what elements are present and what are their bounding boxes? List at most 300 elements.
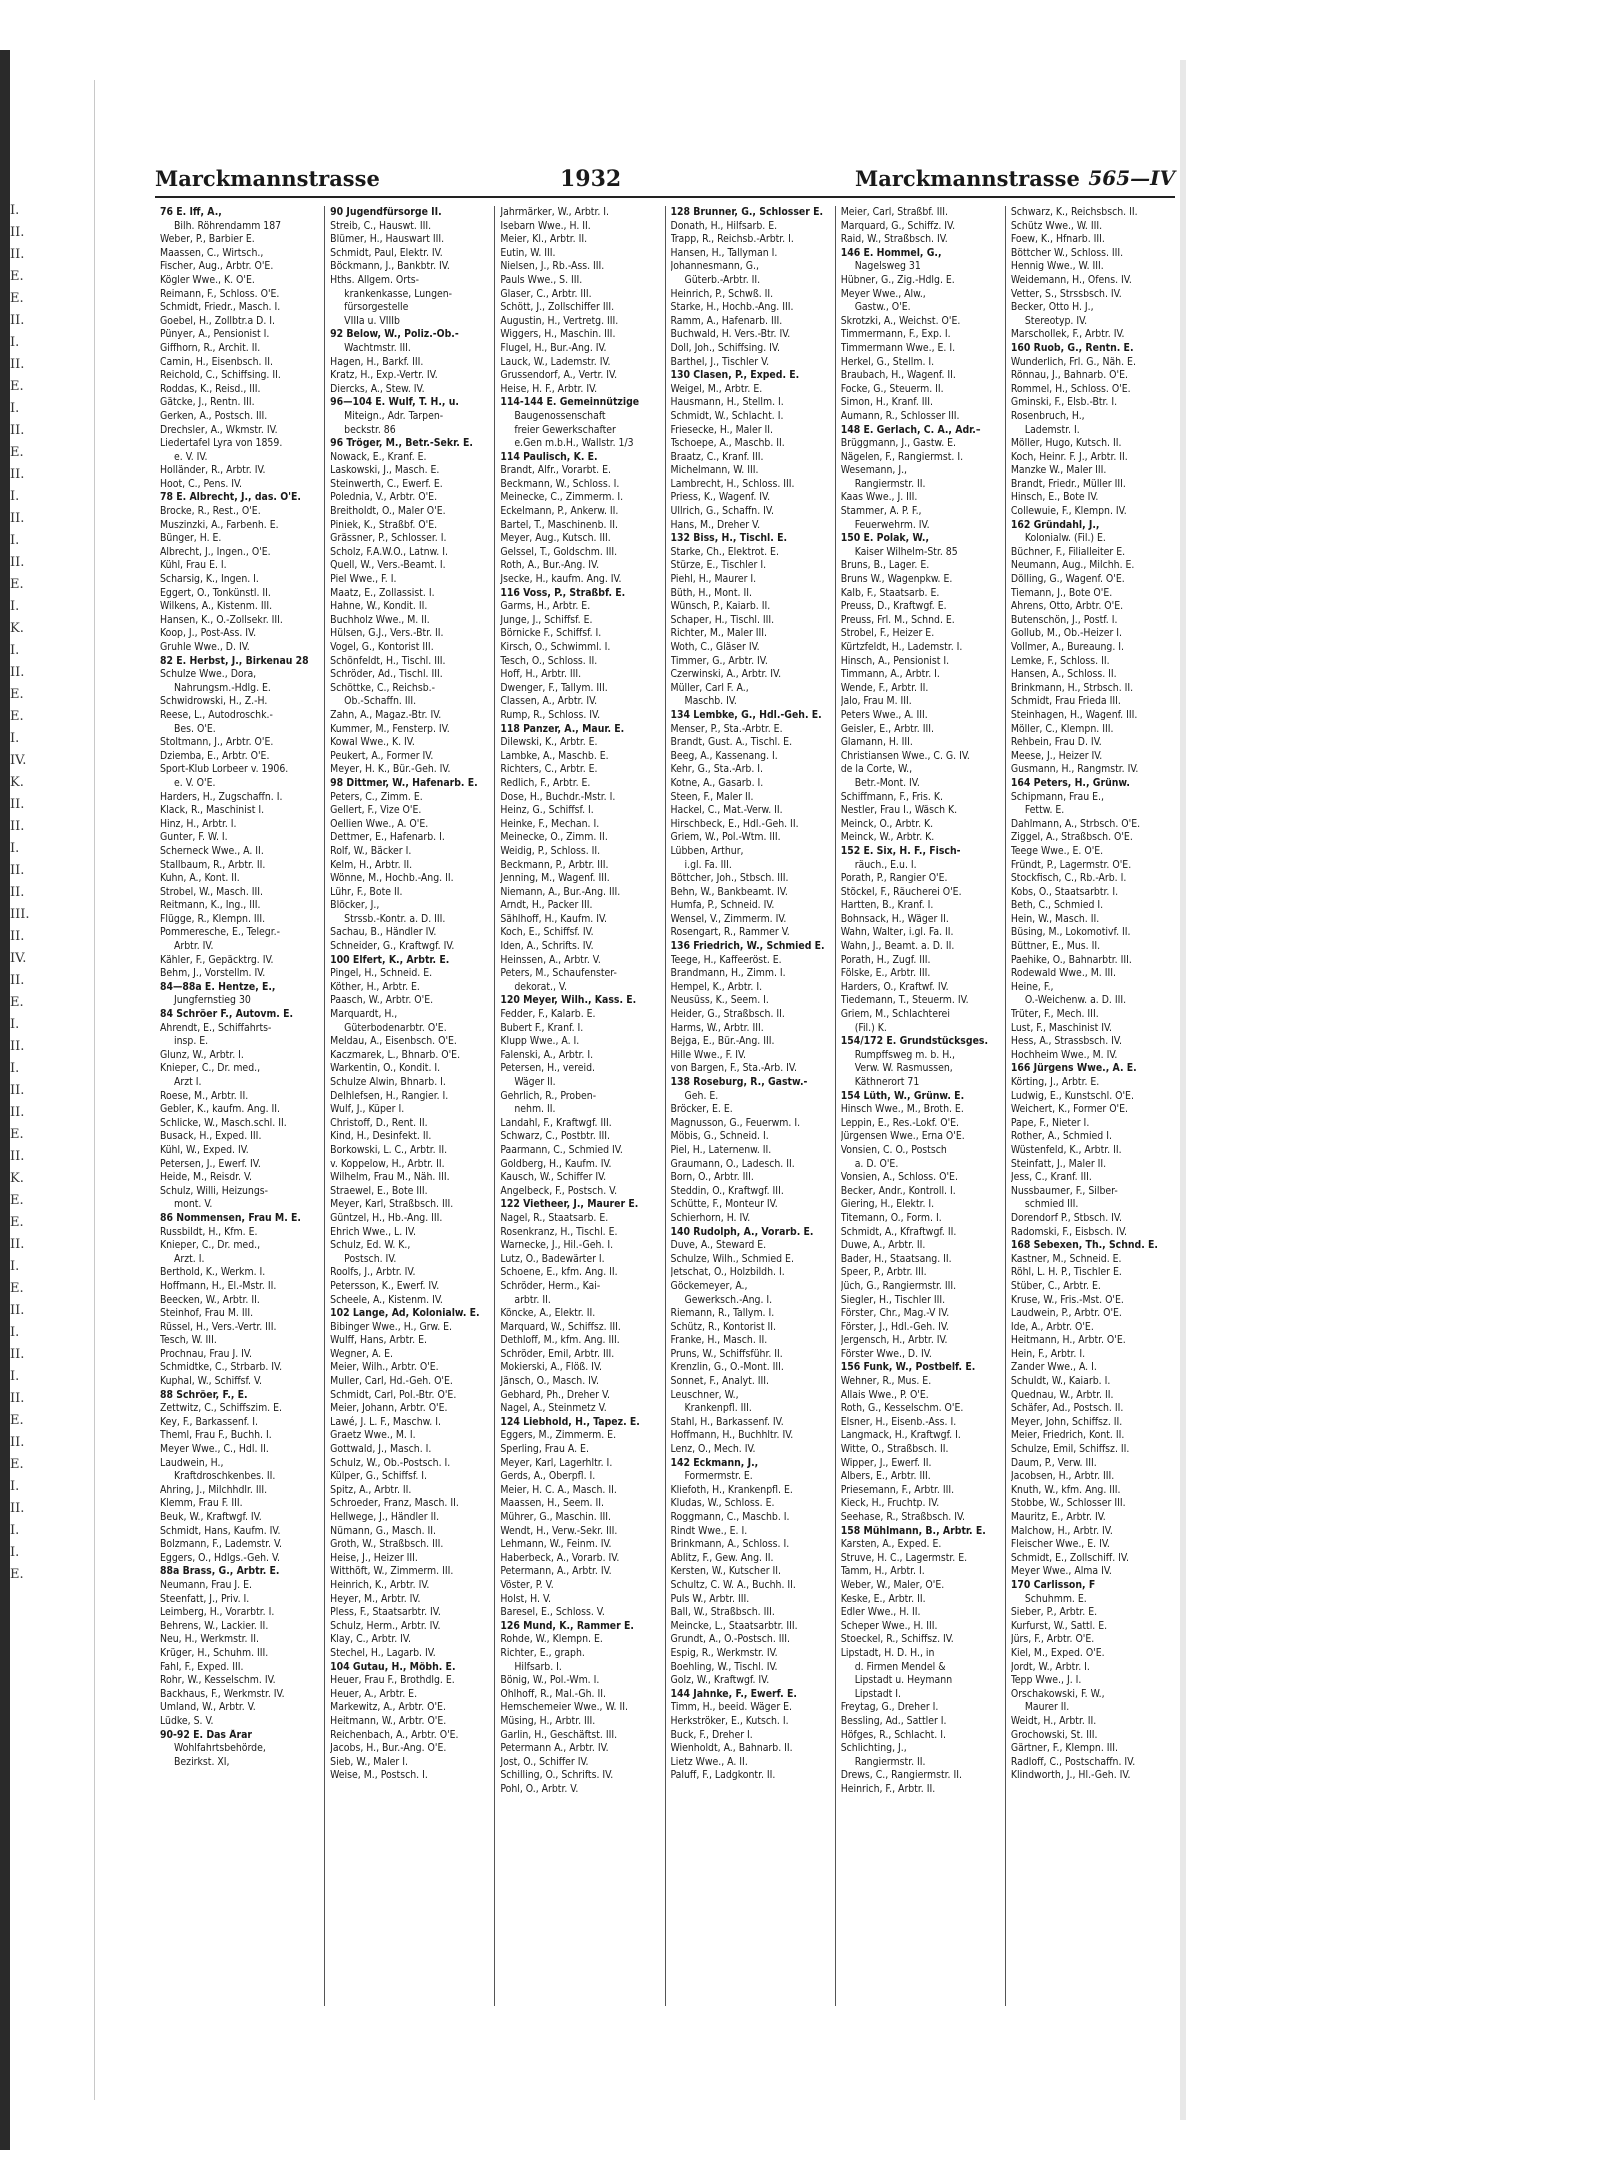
resident-entry: Hochheim Wwe., M. IV. — [1010, 1048, 1118, 1061]
resident-entry: Neu, H., Werkmstr. II. — [160, 1633, 259, 1646]
resident-entry: Stoeckel, R., Schiffsz. IV. — [840, 1633, 954, 1646]
resident-entry: Kind, H., Desinfekt. II. — [330, 1130, 432, 1143]
resident-entry: Grochowski, St. III. — [1010, 1728, 1098, 1741]
resident-entry: Reitmann, K., Ing., III. — [160, 899, 261, 912]
resident-entry: Petersson, K., Ewerf. IV. — [330, 1279, 440, 1292]
resident-entry: Meier, Kl., Arbtr. II. — [500, 233, 588, 246]
resident-entry: Bes. O'E. — [174, 722, 216, 735]
resident-entry: Giffhorn, R., Archit. II. — [160, 341, 261, 354]
resident-entry: Kraftdroschkenbes. II. — [174, 1470, 276, 1483]
resident-entry: Heitmann, W., Arbtr. O'E. — [330, 1714, 447, 1727]
resident-entry: Meier, Wilh., Arbtr. O'E. — [330, 1361, 439, 1374]
resident-entry: Lühr, F., Bote II. — [330, 885, 403, 898]
resident-entry: Kastner, M., Schneid. E. — [1010, 1252, 1122, 1265]
resident-entry: Meese, J., Heizer IV. — [1010, 749, 1103, 762]
resident-entry: Maassen, H., Seem. II. — [500, 1497, 604, 1510]
resident-entry: Gunter, F. W. I. — [160, 831, 228, 844]
resident-entry: Prochnau, Frau J. IV. — [160, 1347, 252, 1360]
resident-entry: Rangiermstr. II. — [854, 1755, 926, 1768]
house-number-entry: 114 Paulisch, K. E. — [500, 450, 598, 463]
margin-fragment: II. — [10, 819, 25, 834]
resident-entry: Nahrungsm.-Hdlg. E. — [174, 681, 271, 694]
resident-entry: Kuhn, A., Kont. II. — [160, 872, 240, 885]
margin-fragment: IV. — [10, 753, 27, 768]
margin-fragment: I. — [10, 1017, 20, 1032]
resident-entry: Simon, H., Kranf. III. — [840, 396, 933, 409]
resident-entry: Brandt, Friedr., Müller III. — [1010, 477, 1126, 490]
resident-entry: Ramm, A., Hafenarb. III. — [670, 314, 783, 327]
margin-fragment: I. — [10, 533, 20, 548]
resident-entry: Schierhorn, H. IV. — [670, 1211, 751, 1224]
margin-fragment: K. — [10, 775, 24, 790]
resident-entry: Rolf, W., Bäcker I. — [330, 844, 412, 857]
resident-entry: Köncke, A., Elektr. II. — [500, 1307, 596, 1320]
header-year: 1932 — [560, 166, 622, 192]
resident-entry: Paluff, F., Ladgkontr. II. — [670, 1769, 776, 1782]
resident-entry: Kausch, W., Schiffer IV. — [500, 1171, 607, 1184]
resident-entry: Paehike, O., Bahnarbtr. III. — [1010, 953, 1132, 966]
resident-entry: Glaser, C., Arbtr. III. — [500, 287, 592, 300]
resident-entry: Warnecke, J., Hil.-Geh. I. — [500, 1239, 614, 1252]
house-number-entry: 86 Nommensen, Frau M. E. — [160, 1211, 301, 1224]
resident-entry: Heyer, M., Arbtr. IV. — [330, 1592, 421, 1605]
resident-entry: Tiemann, J., Bote O'E. — [1010, 586, 1113, 599]
resident-entry: Meier, H. C. A., Masch. II. — [500, 1483, 617, 1496]
resident-entry: nehm. II. — [514, 1103, 556, 1116]
resident-entry: Meyer Wwe., C., Hdl. II. — [160, 1443, 269, 1456]
resident-entry: Lawé, J. L. F., Maschw. I. — [330, 1415, 441, 1428]
resident-entry: Braubach, H., Wagenf. II. — [840, 369, 956, 382]
resident-entry: Böckmann, J., Bankbtr. IV. — [330, 260, 450, 273]
resident-entry: Doll, Joh., Schiffsing. IV. — [670, 341, 780, 354]
resident-entry: Warkentin, O., Kondit. I. — [330, 1062, 441, 1075]
house-number-entry: 90 Jugendfürsorge II. — [330, 206, 442, 218]
resident-entry: Baugenossenschaft — [514, 409, 606, 422]
resident-entry: Schaper, H., Tischl. III. — [670, 613, 775, 626]
margin-fragment: IV. — [10, 951, 27, 966]
resident-entry: Gehrlich, R., Proben- — [500, 1089, 597, 1102]
margin-fragment: I. — [10, 1369, 20, 1384]
resident-entry: Kobs, O., Staatsarbtr. I. — [1010, 885, 1119, 898]
resident-entry: Stüber, C., Arbtr. E. — [1010, 1279, 1101, 1292]
resident-entry: Kaiser Wilhelm-Str. 85 — [854, 545, 958, 558]
resident-entry: Liedertafel Lyra von 1859. — [160, 437, 283, 450]
resident-entry: Rommel, H., Schloss. O'E. — [1010, 382, 1131, 395]
resident-entry: Schütte, F., Monteur IV. — [670, 1198, 778, 1211]
resident-entry: Key, F., Barkassenf. I. — [160, 1415, 258, 1428]
resident-entry: Piehl, H., Maurer I. — [670, 573, 757, 586]
resident-entry: Büchner, F., Filialleiter E. — [1010, 545, 1126, 558]
resident-entry: Paasch, W., Arbtr. O'E. — [330, 994, 434, 1007]
resident-entry: Harders, O., Kraftwf. IV. — [840, 980, 949, 993]
resident-entry: Bubert F., Kranf. I. — [500, 1021, 584, 1034]
resident-entry: Pünyer, A., Pensionist I. — [160, 328, 270, 341]
resident-entry: Nestler, Frau I., Wäsch K. — [840, 804, 958, 817]
resident-entry: Kehr, G., Sta.-Arb. I. — [670, 763, 764, 776]
resident-entry: Muller, Carl, Hd.-Geh. O'E. — [330, 1375, 453, 1388]
resident-entry: Pless, F., Staatsarbtr. IV. — [330, 1606, 441, 1619]
resident-entry: Bünger, H. E. — [160, 532, 222, 545]
resident-entry: Bönig, W., Pol.-Wm. I. — [500, 1674, 600, 1687]
resident-entry: Kaczmarek, L., Bhnarb. O'E. — [330, 1048, 461, 1061]
house-number-entry: 100 Elfert, K., Arbtr. E. — [330, 953, 450, 966]
resident-entry: Leppin, E., Res.-Lokf. O'E. — [840, 1116, 960, 1129]
resident-entry: Dziemba, E., Arbtr. O'E. — [160, 749, 270, 762]
resident-entry: Grundt, A., O.-Postsch. III. — [670, 1633, 791, 1646]
resident-entry: Beckmann, W., Schloss. I. — [500, 477, 620, 490]
resident-entry: Hübner, G., Zig.-Hdlg. E. — [840, 273, 955, 286]
resident-entry: Steddin, O., Kraftwgf. III. — [670, 1184, 784, 1197]
resident-entry: Meinck, O., Arbtr. K. — [840, 817, 934, 830]
resident-entry: Vogel, G., Kontorist III. — [330, 641, 434, 653]
resident-entry: Schmidt, Hans, Kaufm. IV. — [160, 1524, 281, 1537]
resident-entry: Meinecke, C., Zimmerm. I. — [500, 491, 624, 504]
resident-entry: Scheele, A., Kistenm. IV. — [330, 1293, 443, 1306]
resident-entry: Brandmann, H., Zimm. I. — [670, 967, 786, 980]
resident-entry: Gerds, A., Oberpfl. I. — [500, 1470, 596, 1483]
resident-entry: Heinssen, A., Arbtr. V. — [500, 953, 601, 966]
resident-entry: Rehbein, Frau D. IV. — [1010, 736, 1102, 749]
resident-entry: Postsch. IV. — [344, 1252, 397, 1265]
resident-entry: Rohr, W., Kesselschm. IV. — [160, 1674, 276, 1687]
resident-entry: Geh. E. — [684, 1089, 719, 1102]
resident-entry: Dorendorf P., Stbsch. IV. — [1010, 1211, 1122, 1224]
margin-fragment: I. — [10, 731, 20, 746]
resident-entry: Hoffmann, H., El.-Mstr. II. — [160, 1279, 277, 1292]
resident-entry: Gebhard, Ph., Dreher V. — [500, 1388, 611, 1401]
resident-entry: Kühl, W., Exped. IV. — [160, 1143, 249, 1156]
resident-entry: Mokierski, A., Flöß. IV. — [500, 1361, 602, 1374]
resident-entry: Michelmann, W. III. — [670, 464, 759, 477]
resident-entry: Rohde, W., Klempn. E. — [500, 1633, 603, 1646]
resident-entry: Hülsen, G.J., Vers.-Btr. II. — [330, 627, 444, 640]
resident-entry: Beckmann, P., Arbtr. III. — [500, 858, 609, 871]
resident-entry: Heide, M., Reisdr. V. — [160, 1171, 253, 1184]
resident-entry: Roth, G., Kesselschm. O'E. — [840, 1402, 964, 1415]
resident-entry: Güterb.-Arbtr. II. — [684, 273, 761, 286]
house-number-entry: 92 Below, W., Poliz.-Ob.- — [330, 328, 459, 341]
resident-entry: Bader, H., Staatsang. II. — [840, 1252, 952, 1265]
resident-entry: Hahne, W., Kondit. II. — [330, 600, 428, 613]
resident-entry: Heider, G., Straßbsch. II. — [670, 1008, 785, 1021]
resident-entry: Hinsch, E., Bote IV. — [1010, 491, 1099, 504]
resident-entry: Eggers, O., Hdlgs.-Geh. V. — [160, 1551, 280, 1564]
resident-entry: Schmidt, A., Kfraftwgf. II. — [840, 1225, 957, 1238]
resident-entry: Zahn, A., Magaz.-Btr. IV. — [330, 708, 442, 721]
margin-fragment: II. — [10, 973, 25, 988]
resident-entry: Richter, E., graph. — [500, 1646, 585, 1659]
resident-entry: Holst, H. V. — [500, 1592, 551, 1605]
house-number-entry: 114-144 E. Gemeinnützige — [500, 396, 640, 409]
margin-fragment: II. — [10, 247, 25, 262]
resident-entry: Stockfisch, C., Rb.-Arb. I. — [1010, 872, 1127, 885]
resident-entry: Johannesmann, G., — [670, 260, 759, 273]
resident-entry: Jergensch, H., Arbtr. IV. — [840, 1334, 948, 1347]
resident-entry: Leimberg, H., Vorarbtr. I. — [160, 1606, 275, 1619]
margin-fragment: E. — [10, 445, 24, 460]
resident-entry: Reese, L., Autodroschk.- — [160, 708, 273, 721]
resident-entry: Bruns, B., Lager. E. — [840, 559, 930, 572]
resident-entry: Hellwege, J., Händler II. — [330, 1511, 440, 1523]
resident-entry: Körting, J., Arbtr. E. — [1010, 1076, 1100, 1088]
resident-entry: e. V. IV. — [174, 450, 208, 463]
resident-entry: Schlichting, J., — [840, 1742, 907, 1755]
resident-entry: Brocke, R., Rest., O'E. — [160, 505, 261, 518]
resident-entry: Christoff, D., Rent. II. — [330, 1116, 428, 1129]
house-number-entry: 154/172 E. Grundstücksges. — [840, 1035, 989, 1048]
resident-entry: Ablitz, F., Gew. Ang. II. — [670, 1551, 774, 1564]
resident-entry: Vöster, P. V. — [500, 1578, 554, 1591]
resident-entry: Butenschön, J., Postf. I. — [1010, 613, 1118, 626]
house-number-entry: 124 Liebhold, H., Tapez. E. — [500, 1415, 640, 1428]
resident-entry: Priess, K., Wagenf. IV. — [670, 491, 771, 504]
resident-entry: Weise, M., Postsch. I. — [330, 1769, 428, 1782]
resident-entry: Klemm, Frau F. III. — [160, 1497, 243, 1510]
resident-entry: Griem, W., Pol.-Wtm. III. — [670, 831, 781, 844]
resident-entry: Arzt. I. — [174, 1252, 205, 1265]
margin-fragment: I. — [10, 1523, 20, 1538]
resident-entry: Meyer, John, Schiffsz. II. — [1010, 1415, 1123, 1428]
house-number-entry: 122 Vietheer, J., Maurer E. — [500, 1198, 639, 1211]
resident-entry: Schuldt, W., Kaiarb. I. — [1010, 1375, 1111, 1388]
resident-entry: Kolonialw. (Fil.) E. — [1024, 532, 1106, 545]
house-number-entry: 134 Lembke, G., Hdl.-Geh. E. — [670, 708, 822, 721]
resident-entry: Scheper Wwe., H. III. — [840, 1619, 938, 1632]
resident-entry: Meyer, Aug., Kutsch. III. — [500, 532, 611, 545]
resident-entry: Blümer, H., Hauswart III. — [330, 233, 445, 246]
resident-entry: Eckelmann, P., Ankerw. II. — [500, 505, 619, 518]
resident-entry: beckstr. 86 — [344, 423, 396, 436]
resident-entry: Leuschner, W., — [670, 1388, 739, 1401]
resident-entry: Radloff, C., Postschaffn. IV. — [1010, 1755, 1136, 1768]
margin-fragment: E. — [10, 1215, 24, 1230]
resident-entry: Börnicke F., Schiffsf. I. — [500, 627, 602, 640]
resident-entry: Sieb, W., Maler I. — [330, 1755, 408, 1768]
header-street-left: Marckmannstrasse — [155, 166, 380, 191]
resident-entry: Raid, W., Straßbsch. IV. — [840, 233, 948, 246]
header-page-number: 565—IV — [1088, 166, 1175, 190]
resident-entry: Garlin, H., Geschäftst. III. — [500, 1728, 618, 1741]
resident-entry: Meyer Wwe., Alw., — [840, 287, 926, 300]
house-number-entry: 138 Roseburg, R., Gastw.- — [670, 1076, 808, 1088]
resident-entry: Peters, C., Zimm. E. — [330, 790, 423, 803]
margin-fragment: E. — [10, 687, 24, 702]
resident-entry: Schroeder, Franz, Masch. II. — [330, 1497, 459, 1510]
resident-entry: Güterbodenarbtr. O'E. — [344, 1021, 447, 1034]
resident-entry: Paarmann, C., Schmied IV. — [500, 1143, 623, 1156]
resident-entry: Arndt, H., Packer III. — [500, 899, 593, 912]
resident-entry: Reichenbach, A., Arbtr. O'E. — [330, 1728, 459, 1741]
resident-entry: Feuerwehrm. IV. — [854, 518, 930, 531]
resident-entry: Weber, W., Maler, O'E. — [840, 1578, 945, 1591]
resident-entry: insp. E. — [174, 1035, 209, 1048]
margin-fragment: II. — [10, 1083, 25, 1098]
resident-entry: Kludas, W., Schloss. E. — [670, 1497, 775, 1510]
resident-entry: Kaas Wwe., J. III. — [840, 491, 918, 504]
house-number-entry: 170 Carlisson, F — [1010, 1578, 1096, 1591]
resident-entry: Miteign., Adr. Tarpen- — [344, 409, 444, 422]
resident-entry: Vonsien, C. O., Postsch — [840, 1143, 947, 1156]
resident-entry: Hansen, K., O.-Zollsekr. III. — [160, 613, 283, 626]
page-header — [155, 160, 1175, 198]
resident-entry: Güntzel, H., Hb.-Ang. III. — [330, 1211, 443, 1224]
resident-entry: Wendt, H., Verw.-Sekr. III. — [500, 1524, 618, 1537]
margin-fragment: II. — [10, 665, 25, 680]
house-number-entry: 120 Meyer, Wilh., Kass. E. — [500, 994, 637, 1007]
resident-entry: Glunz, W., Arbtr. I. — [160, 1048, 244, 1061]
resident-entry: Kieck, H., Fruchtp. IV. — [840, 1497, 940, 1510]
resident-entry: Umland, W., Arbtr. V. — [160, 1701, 256, 1714]
resident-entry: Rodewald Wwe., M. III. — [1010, 967, 1116, 980]
resident-entry: Born, O., Arbtr. III. — [670, 1171, 754, 1184]
resident-entry: Jenning, M., Wagenf. III. — [500, 872, 610, 885]
resident-entry: Camin, H., Eisenbsch. II. — [160, 355, 273, 368]
resident-entry: Koch, E., Schiffsf. IV. — [500, 926, 594, 939]
margin-fragment: I. — [10, 335, 20, 350]
resident-entry: Hansen, A., Schloss. II. — [1010, 668, 1117, 681]
margin-fragment: I. — [10, 1061, 20, 1076]
resident-entry: Wiggers, H., Maschin. III. — [500, 328, 616, 341]
resident-entry: Weidt, H., Arbtr. II. — [1010, 1714, 1097, 1727]
resident-entry: Bessling, Ad., Sattler I. — [840, 1714, 947, 1727]
resident-entry: Hagen, H., Barkf. III. — [330, 355, 424, 368]
resident-entry: Markewitz, A., Arbtr. O'E. — [330, 1701, 446, 1714]
resident-entry: Nagel, R., Staatsarb. E. — [500, 1211, 609, 1224]
resident-entry: Kowal Wwe., K. IV. — [330, 736, 415, 749]
resident-entry: a. D. O'E. — [854, 1157, 899, 1170]
resident-entry: Dilewski, K., Arbtr. E. — [500, 736, 598, 749]
resident-entry: Jüch, G., Rangiermstr. III. — [840, 1279, 957, 1292]
margin-fragment: I. — [10, 599, 20, 614]
resident-entry: Bibinger Wwe., H., Grw. E. — [330, 1320, 453, 1333]
margin-fragment: II. — [10, 1039, 25, 1054]
resident-entry: Schwarz, K., Reichsbsch. II. — [1010, 206, 1138, 218]
gutter-line — [94, 80, 95, 2100]
resident-entry: Gelssel, T., Goldschm. III. — [500, 545, 618, 558]
resident-entry: Hennig Wwe., W. III. — [1010, 260, 1104, 273]
resident-entry: Witthöft, W., Zimmerm. III. — [330, 1565, 454, 1578]
resident-entry: Sport-Klub Lorbeer v. 1906. — [160, 763, 289, 776]
resident-entry: Schütz, R., Kontorist II. — [670, 1320, 777, 1333]
resident-entry: Meier, Johann, Arbtr. O'E. — [330, 1402, 448, 1415]
resident-entry: Duve, A., Steward E. — [670, 1239, 767, 1252]
margin-fragment: I. — [10, 203, 20, 218]
resident-entry: Herkel, G., Stellm. I. — [840, 355, 935, 368]
resident-entry: Schütz Wwe., W. III. — [1010, 219, 1103, 232]
resident-entry: Hansen, H., Tallyman I. — [670, 246, 778, 259]
resident-entry: Grussendorf, A., Vertr. IV. — [500, 369, 618, 382]
resident-entry: Nowack, E., Kranf. E. — [330, 450, 427, 463]
resident-entry: Schröder, Emil, Arbtr. III. — [500, 1347, 615, 1360]
resident-entry: fürsorgestelle — [344, 301, 409, 314]
resident-entry: Ob.-Schaffn. III. — [344, 695, 417, 708]
resident-entry: Schäfer, Ad., Postsch. II. — [1010, 1402, 1124, 1415]
resident-entry: Klay, C., Arbtr. IV. — [330, 1633, 411, 1646]
resident-entry: Schlicke, W., Masch.schl. II. — [160, 1116, 287, 1129]
resident-entry: Preuss, D., Kraftwgf. E. — [840, 600, 947, 613]
resident-entry: Heuer, A., Arbtr. E. — [330, 1687, 418, 1700]
resident-entry: Förster Wwe., D. IV. — [840, 1347, 932, 1360]
page-edge-shadow — [1180, 60, 1186, 2120]
resident-entry: Dölling, G., Wagenf. O'E. — [1010, 573, 1125, 586]
resident-entry: Scharsig, K., Ingen. I. — [160, 573, 259, 586]
resident-entry: Knieper, C., Dr. med., — [160, 1239, 261, 1252]
resident-entry: Gewerksch.-Ang. I. — [684, 1293, 773, 1306]
resident-entry: Struve, H. C., Lagermstr. E. — [840, 1551, 968, 1564]
resident-entry: Maschb. IV. — [684, 695, 737, 708]
resident-entry: Gottwald, J., Masch. I. — [330, 1443, 432, 1456]
directory-column — [666, 206, 836, 2006]
resident-entry: Griem, M., Schlachterei — [840, 1008, 950, 1021]
resident-entry: Dethloff, M., kfm. Ang. III. — [500, 1334, 620, 1347]
resident-entry: Verw. W. Rasmussen, — [854, 1062, 953, 1075]
resident-entry: Quednau, W., Arbtr. II. — [1010, 1388, 1114, 1401]
resident-entry: Wüstenfeld, K., Arbtr. II. — [1010, 1143, 1122, 1156]
resident-entry: Jess, C., Kranf. III. — [1010, 1171, 1092, 1184]
resident-entry: Petersen, H., vereid. — [500, 1062, 596, 1075]
resident-entry: Gastw., O'E. — [854, 301, 911, 314]
resident-entry: Becker, Otto H. J., — [1010, 301, 1094, 314]
resident-entry: Röhl, L. H. P., Tischler E. — [1010, 1266, 1122, 1279]
margin-fragment: I. — [10, 1479, 20, 1494]
resident-entry: Hein, W., Masch. II. — [1010, 912, 1100, 925]
resident-entry: Redlich, F., Arbtr. E. — [500, 776, 591, 789]
resident-entry: Gätcke, J., Rentn. III. — [160, 396, 255, 409]
resident-entry: Diercks, A., Stew. IV. — [330, 382, 425, 395]
resident-entry: Maassen, C., Wirtsch., — [160, 246, 264, 259]
resident-entry: Barthel, J., Tischler V. — [670, 355, 770, 368]
resident-entry: Stürze, E., Tischler I. — [670, 559, 767, 572]
resident-entry: Böttcher W., Schloss. III. — [1010, 246, 1124, 259]
resident-entry: Wilhelm, Frau M., Näh. III. — [330, 1171, 450, 1184]
resident-entry: Nussbaumer, F., Silber- — [1010, 1184, 1118, 1197]
resident-entry: Nagelsweg 31 — [854, 260, 921, 273]
resident-entry: Ide, A., Arbtr. O'E. — [1010, 1320, 1094, 1333]
resident-entry: Scholz, F.A.W.O., Latnw. I. — [330, 545, 448, 558]
resident-entry: Wachtmstr. III. — [344, 341, 411, 354]
resident-entry: Kliefoth, H., Krankenpfl. E. — [670, 1483, 793, 1496]
resident-entry: Steinhagen, H., Wagenf. III. — [1010, 708, 1138, 721]
resident-entry: Maatz, E., Zollassist. I. — [330, 586, 435, 599]
resident-entry: Foew, K., Hfnarb. III. — [1010, 233, 1105, 246]
resident-entry: Knuth, W., kfm. Ang. III. — [1010, 1483, 1121, 1496]
resident-entry: Pingel, H., Schneid. E. — [330, 967, 433, 980]
house-number-entry: 118 Panzer, A., Maur. E. — [500, 722, 625, 735]
resident-entry: Rindt Wwe., E. I. — [670, 1524, 748, 1537]
house-number-entry: 142 Eckmann, J., — [670, 1456, 759, 1469]
resident-entry: Bröcker, E. E. — [670, 1103, 733, 1116]
resident-entry: Wilkens, A., Kistenm. III. — [160, 600, 273, 613]
resident-entry: Radomski, F., Eisbsch. IV. — [1010, 1225, 1128, 1238]
margin-fragment: II. — [10, 225, 25, 240]
resident-entry: Kummer, M., Fensterp. IV. — [330, 722, 450, 735]
resident-entry: Krenzlin, G., O.-Mont. III. — [670, 1361, 784, 1374]
directory-column — [836, 206, 1006, 2006]
house-number-entry: 162 Gründahl, J., — [1010, 518, 1100, 531]
resident-entry: Stallbaum, R., Arbtr. II. — [160, 858, 266, 871]
resident-entry: Tesch, W. III. — [160, 1334, 217, 1347]
resident-entry: mont. V. — [174, 1198, 213, 1211]
resident-entry: Ehrich Wwe., L. IV. — [330, 1225, 416, 1238]
resident-entry: Schulz, Willi, Heizungs- — [160, 1184, 269, 1197]
resident-entry: Hths. Allgem. Orts- — [330, 273, 420, 286]
resident-entry: Blöcker, J., — [330, 899, 380, 912]
resident-entry: krankenkasse, Lungen- — [344, 287, 453, 300]
resident-entry: Lenz, O., Mech. IV. — [670, 1443, 756, 1456]
resident-entry: Wegner, A. E. — [330, 1347, 393, 1360]
resident-entry: Böttcher, Joh., Stbsch. III. — [670, 872, 789, 885]
resident-entry: Drews, C., Rangiermstr. II. — [840, 1769, 962, 1782]
